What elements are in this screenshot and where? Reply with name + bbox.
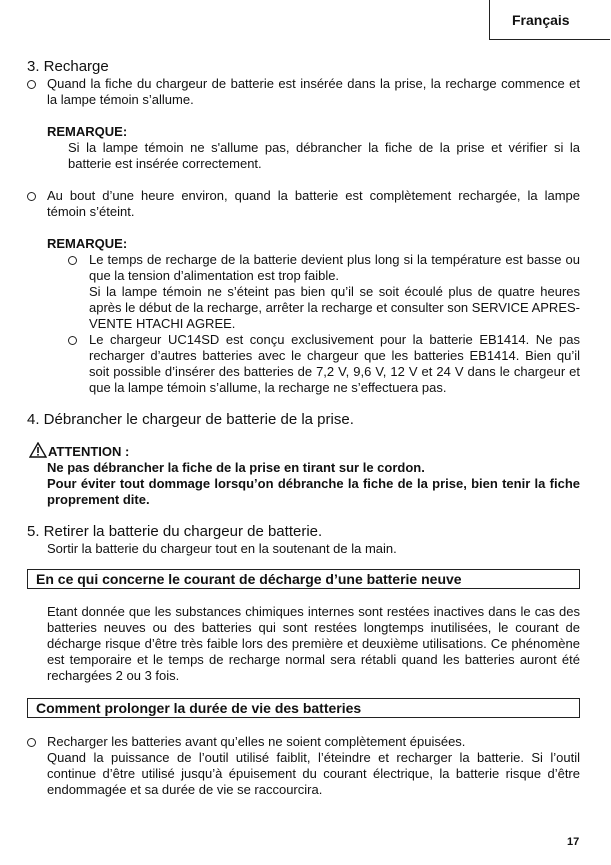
step-4-title: 4. Débrancher le chargeur de batterie de la prise.: [27, 411, 354, 428]
bullet-icon: [68, 336, 77, 345]
warning-icon: [29, 442, 47, 458]
page-number: 17: [567, 836, 580, 848]
step-3-bullet-1: Quand la fiche du chargeur de batterie est insérée dans la prise, la recharge commence et la lampe témoin s’allume.: [47, 76, 580, 107]
bullet-icon: [27, 738, 36, 747]
section-heading-box: [27, 698, 580, 718]
remark-2-item-2: Le chargeur UC14SD est conçu exclusivement pour la batterie EB1414. Ne pas recharger d’autres batteries avec le chargeur que les batteries EB1414. Bien qu’il soit possible d’insérer des batteries de 7,2 V, 9,6 V, 12 V et 24 V dans le chargeur et que la lampe témoin s’allume, la recharge ne s’effectuera pas.: [89, 332, 580, 395]
remark-1-text: Si la lampe témoin ne s'allume pas, débrancher la fiche de la prise et vérifier si la batterie est insérée correctement.: [68, 140, 580, 171]
section-2-bullet-1: Recharger les batteries avant qu’elles ne soient complètement épuisées.: [47, 734, 466, 749]
section-heading-box: [27, 569, 580, 589]
step-5-text: Sortir la batterie du chargeur tout en la soutenant de la main.: [47, 541, 397, 556]
step-3-bullet-2: Au bout d’une heure environ, quand la batterie est complètement rechargée, la lampe témoin s’éteint.: [47, 188, 580, 219]
language-tab: [489, 0, 610, 40]
step-3-title: 3. Recharge: [27, 58, 109, 75]
remark-2-label: REMARQUE:: [47, 236, 128, 251]
section-1-text: Etant donnée que les substances chimiques internes sont restées inactives dans le cas des batteries neuves ou des batteries qui sont restées longtemps inutilisées, le courant de décharge risque d’être très faible lors des première et deuxième utilisations. Ce phénomène est temporaire et le temps de recharge normal sera rétabli quand les batteries auront été rechargées 2 ou 3 fois.: [47, 604, 580, 683]
bullet-icon: [68, 256, 77, 265]
step-5-title: 5. Retirer la batterie du chargeur de batterie.: [27, 523, 323, 540]
attention-line-2: Pour éviter tout dommage lorsqu’on débranche la fiche de la prise, bien tenir la fiche proprement dite.: [47, 476, 580, 507]
attention-line-1: Ne pas débrancher la fiche de la prise en tirant sur le cordon.: [47, 460, 425, 475]
attention-label: ATTENTION :: [48, 444, 130, 459]
remark-1-label: REMARQUE:: [47, 124, 128, 139]
language-label: Français: [512, 12, 570, 28]
section-2-bullet-1b: Quand la puissance de l’outil utilisé faiblit, l’éteindre et recharger la batterie. Si l’outil continue d’être utilisé jusqu’à épuisement du courant électrique, la batterie risque d’être endommagée et sa durée de vie se raccourcira.: [47, 750, 580, 797]
section-heading: En ce qui concerne le courant de décharge d’une batterie neuve: [36, 571, 462, 587]
bullet-icon: [27, 192, 36, 201]
bullet-icon: [27, 80, 36, 89]
section-heading: Comment prolonger la durée de vie des batteries: [36, 700, 362, 716]
remark-2-item-1: Le temps de recharge de la batterie devient plus long si la température est basse ou que la tension d’alimentation est trop faible.: [89, 252, 580, 283]
remark-2-item-1b: Si la lampe témoin ne s’éteint pas bien qu’il se soit écoulé plus de quatre heures après le début de la recharge, arrêter la recharge et consulter son SERVICE APRES-VENTE HTACHI AGREE.: [89, 284, 580, 331]
